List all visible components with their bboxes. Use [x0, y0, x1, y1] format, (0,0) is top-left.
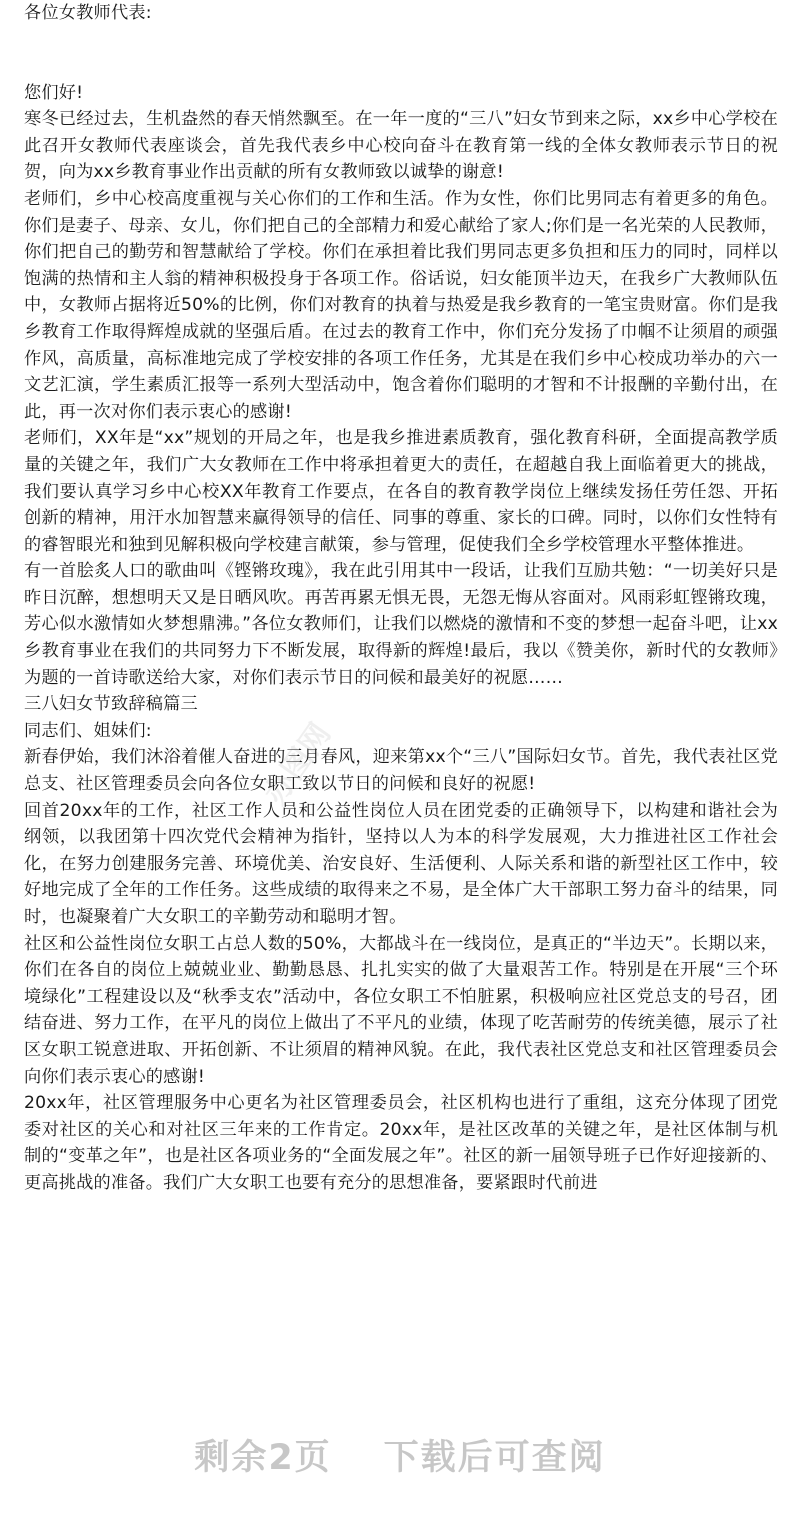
watermark: 办图网 — [257, 717, 339, 811]
paragraph-new-spring: 新春伊始，我们沐浴着催人奋进的三月春风，迎来第xx个“三八”国际妇女节。首先，我代表社区党总支、社区管理委员会向各位女职工致以节日的问候和良好的祝愿! — [24, 747, 778, 795]
document-body — [24, 0, 778, 1197]
paragraph-teachers-roles: 老师们，乡中心校高度重视与关心你们的工作和生活。作为女性，你们比男同志有着更多的角色。你们是妻子、母亲、女儿，你们把自己的全部精力和爱心献给了家人;你们是一名光荣的人民教师，你们把自己的勤劳和智慧献给了学校。你们在承担着比我们男同志更多负担和压力的同时，同样以饱满的热情和主人翁的精神积极投身于各项工作。俗话说，妇女能顶半边天，在我乡广大教师队伍中，女教师占据将近50%的比例，你们对教育的执着与热爱是我乡教育的一笔宝贵财富。你们是我乡教育工作取得辉煌成就的坚强后盾。在过去的教育工作中，你们充分发扬了巾帼不让须眉的顽强作风，高质量，高标准地完成了学校安排的各项工作任务，尤其是在我们乡中心校成功举办的六一文艺汇演，学生素质汇报等一系列大型活动中，饱含着你们聪明的才智和不计报酬的辛勤付出，在此，再一次对你们表示衷心的感谢! — [24, 188, 778, 422]
paragraph-review: 回首20xx年的工作，社区工作人员和公益性岗位人员在团党委的正确领导下，以构建和谐社会为纲领，以我团第十四次党代会精神为指针，坚持以人为本的科学发展观，大力推进社区工作社会化，在努力创建服务完善、环境优美、治安良好、生活便利、人际关系和谐的新型社区工作中，较好地完成了全年的工作任务。这些成绩的取得来之不易，是全体广大干部职工努力奋斗的结果，同时，也凝聚着广大女职工的辛勤劳动和聪明才智。 — [24, 800, 778, 927]
paragraph-song-quote: 有一首脍炙人口的歌曲叫《铿锵玫瑰》，我在此引用其中一段话，让我们互励共勉：“一切美好只是昨日沉醉，想想明天又是日晒风吹。再苦再累无惧无畏，无怨无悔从容面对。风雨彩虹铿锵玫瑰，芳心似水激情如火梦想鼎沸。”各位女教师们，让我们以燃烧的激情和不变的梦想一起奋斗吧，让xx乡教育事业在我们的共同努力下不断发展，取得新的辉煌!最后，我以《赞美你，新时代的女教师》为题的一首诗歌送给大家，对你们表示节日的问候和最美好的祝愿…… — [24, 561, 778, 688]
paragraph-reform: 20xx年，社区管理服务中心更名为社区管理委员会，社区机构也进行了重组，这充分体现了团党委对社区的关心和对社区三年来的工作肯定。20xx年，是社区改革的关键之年，是社区体制与机制的“变革之年”，也是社区各项业务的“全面发展之年”。社区的新一届领导班子已作好迎接新的、更高挑战的准备。我们广大女职工也要有充分的思想准备，要紧跟时代前进 — [24, 1093, 778, 1193]
download-hint-label: 下载后可查阅 — [383, 1438, 606, 1478]
paragraph-opening: 寒冬已经过去，生机盎然的春天悄然飘至。在一年一度的“三八”妇女节到来之际，xx乡中心学校在此召开女教师代表座谈会，首先我代表乡中心校向奋斗在教育第一线的全体女教师表示节日的祝贺，向为xx乡教育事业作出贡献的所有女教师致以诚挚的谢意! — [24, 109, 778, 183]
salutation: 各位女教师代表: — [24, 3, 152, 23]
section-heading-3: 三八妇女节致辞稿篇三 — [24, 694, 198, 715]
paragraph-new-year-goals: 老师们，XX年是“xx”规划的开局之年，也是我乡推进素质教育，强化教育科研，全面提高教学质量的关键之年，我们广大女教师在工作中将承担着更大的责任，在超越自我上面临着更大的挑战，我们要认真学习乡中心校XX年教育工作要点，在各自的教育教学岗位上继续发扬任劳任怨、开拓创新的精神，用汗水加智慧来赢得领导的信任、同事的尊重、家长的口碑。同时，以你们女性特有的睿智眼光和独到见解积极向学校建言献策，参与管理，促使我们全乡学校管理水平整体推进。 — [24, 428, 778, 555]
blank-gap — [24, 27, 778, 80]
salutation-2: 同志们、姐妹们: — [24, 720, 152, 741]
download-banner[interactable] — [0, 1420, 800, 1490]
paragraph-half-sky: 社区和公益性岗位女职工占总人数的50%，大都战斗在一线岗位，是真正的“半边天”。长期以来，你们在各自的岗位上兢兢业业、勤勤恳恳、扎扎实实的做了大量艰苦工作。特别是在开展“三个环境绿化”工程建设以及“秋季支农”活动中，各位女职工不怕脏累，积极响应社区党总支的号召，团结奋进、努力工作，在平凡的岗位上做出了不平凡的业绩，体现了吃苦耐劳的传统美德，展示了社区女职工锐意进取、开拓创新、不让须眉的精神风貌。在此，我代表社区党总支和社区管理委员会向你们表示衷心的感谢! — [24, 933, 778, 1087]
remaining-pages-label: 剩余2页 — [194, 1438, 332, 1478]
greeting: 您们好! — [24, 82, 84, 103]
